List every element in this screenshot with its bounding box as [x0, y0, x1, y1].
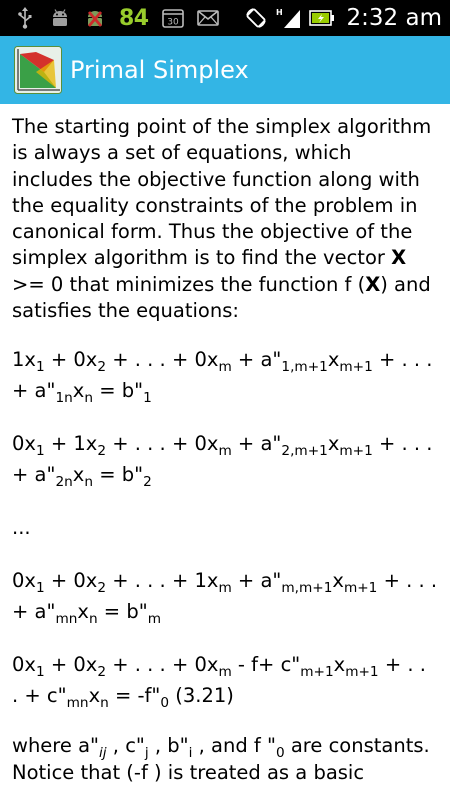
email-icon	[197, 7, 219, 29]
equation-ellipsis: ...	[12, 516, 31, 540]
outro-paragraph: where $a"_{ij}$ , $c"_j$ , $b"_i$ , and f "$_0$ are constants. Notice that (-f ) is treated as a basic	[12, 734, 430, 784]
notification-count: 84	[119, 5, 149, 31]
equation-2: $0x_1 + 1x_2$ + . . . + $0x_m$ + $a"_{2,m+1}x_{m+1}$ + . . . + $a"_{2n}x_n$ = $b"_2$	[12, 432, 433, 491]
usb-icon	[14, 7, 36, 29]
calendar-day: 30	[166, 17, 179, 28]
equation-objective: $0x_1 + 0x_2$ + . . . + $0x_m - f+$ $c"_{m+1}x_{m+1}$ + . . . + $c"_{mn}x_n$ = $-f"_0$ (3.21)	[12, 653, 426, 712]
content-scroll-area[interactable]	[0, 104, 450, 800]
app-title: Primal Simplex	[70, 56, 249, 84]
action-bar	[0, 36, 450, 104]
equation-1: $1x_1 + 0x_2$ + . . . + $0x_m$ + $a"_{1,m+1}x_{m+1}$ + . . . + $a"_{1n}x_n$ = $b"_1$	[12, 348, 433, 407]
app-logo-icon[interactable]	[14, 46, 62, 94]
battery-icon	[309, 7, 335, 29]
status-bar-notifications	[0, 0, 219, 36]
calendar-icon	[162, 7, 184, 29]
status-bar-system	[245, 0, 450, 36]
equation-m: $0x_1 + 0x_2$ + . . . + $1x_m$ + $a"_{m,m+1}x_{m+1}$ + . . . + $a"_{mn}x_n$ = $b"_m$	[12, 569, 438, 628]
android-alert-icon	[84, 7, 106, 29]
equation-label: (3.21)	[175, 684, 234, 708]
svg-text:H: H	[275, 8, 283, 17]
clock-time: 2:32 am	[346, 5, 442, 31]
android-debug-icon	[49, 7, 71, 29]
intro-paragraph: The starting point of the simplex algorithm is always a set of equations, which includes the objective function along with the equality constraints of the problem in canonical form. Thus the objective of the simplex algorithm is to find the vector X >= 0 that minimizes the function f (X) and satisfies the equations:	[12, 115, 432, 323]
signal-strength-icon	[275, 7, 301, 29]
status-bar	[0, 0, 450, 36]
screen-rotation-icon	[245, 7, 267, 29]
